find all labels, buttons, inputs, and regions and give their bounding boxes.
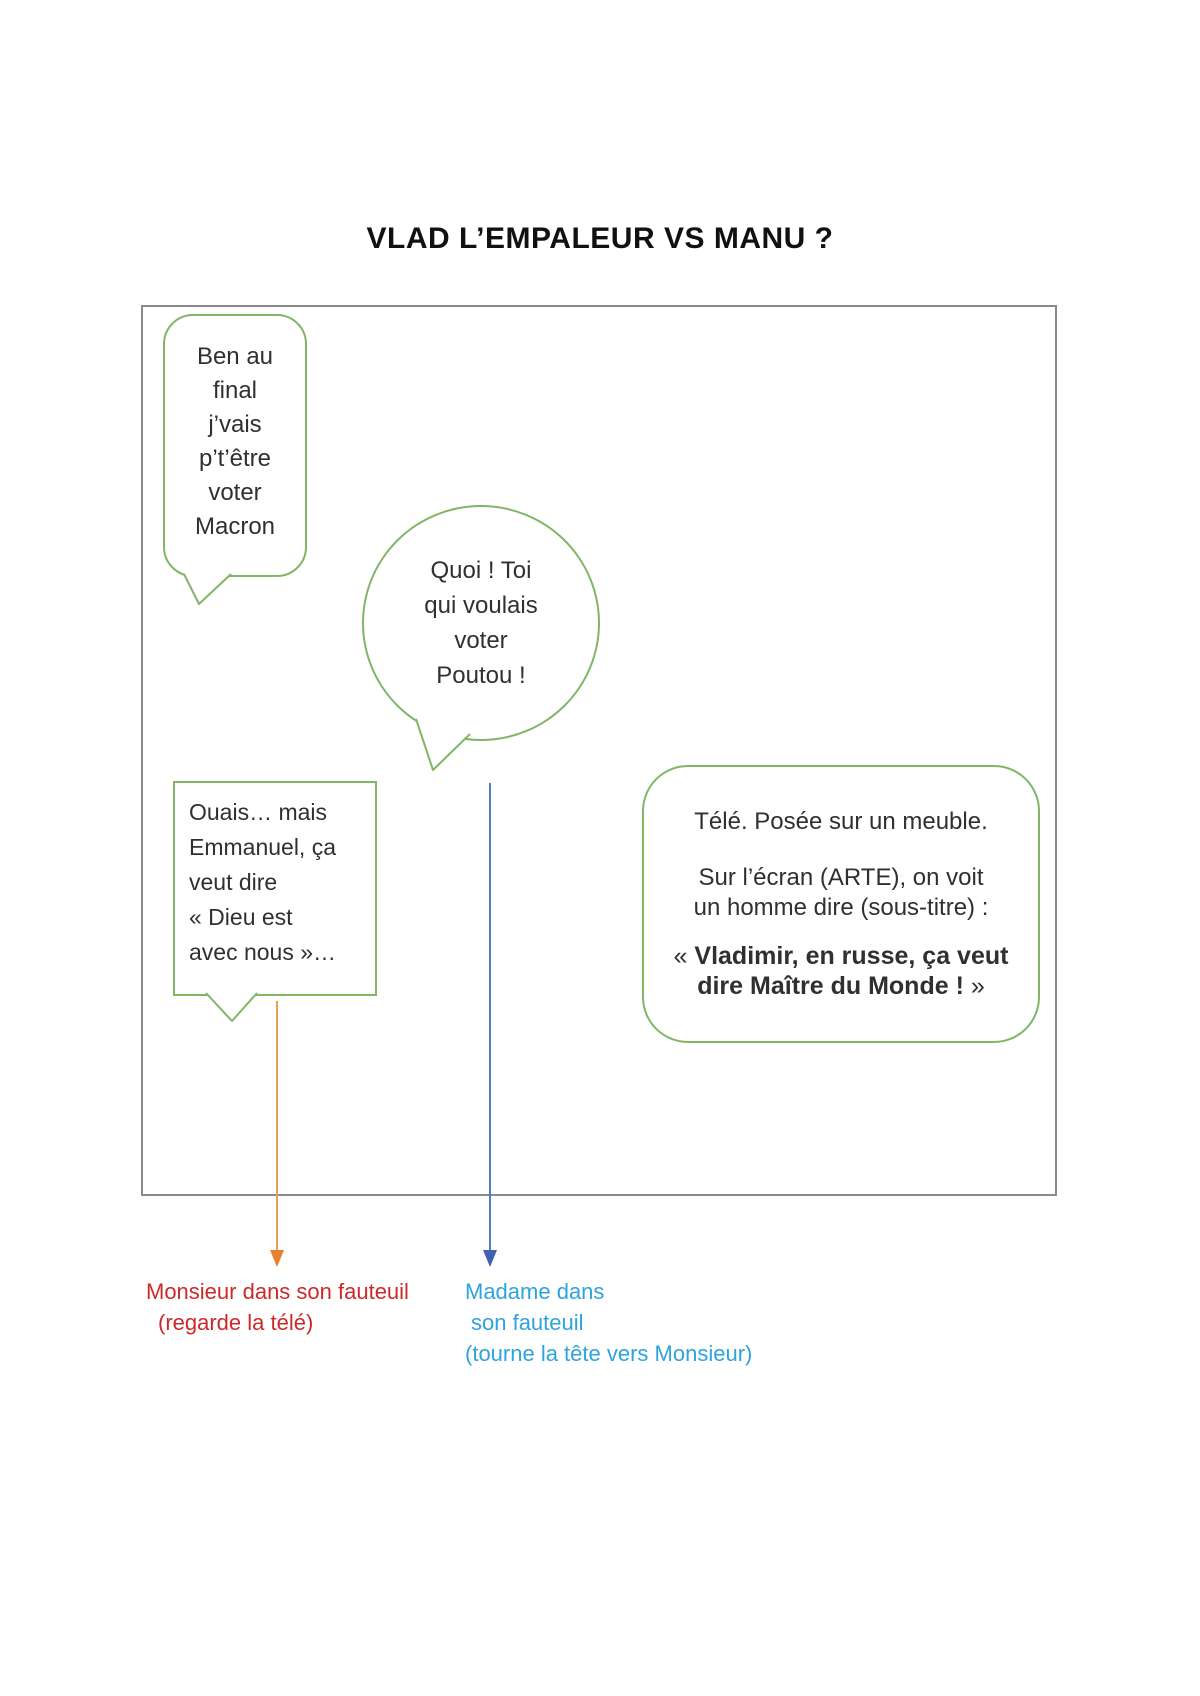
speech-line: Ben au (196, 343, 274, 370)
speech-line: « Dieu est (189, 904, 293, 930)
speech-line: qui voulais (424, 592, 538, 619)
speech-bubble-poutou (362, 505, 600, 741)
note-quote (660, 941, 1022, 1001)
arrow-madame-head (483, 1250, 497, 1267)
caption-line: Madame dans (465, 1279, 605, 1304)
quote-bold-line1: Vladimir, en russe, ça veut (694, 942, 1009, 970)
caption-line: (regarde la télé) (158, 1310, 314, 1335)
note-line-part: Sur l’écran (ARTE), on voit (698, 864, 984, 891)
speech-line: Emmanuel, ça (189, 834, 337, 860)
quote-close: » (963, 972, 985, 1000)
arrow-monsieur-head (270, 1250, 284, 1267)
note-bubble-tele (642, 765, 1040, 1043)
note-line: Télé. Posée sur un meuble. (694, 808, 988, 835)
page-title: VLAD L’EMPALEUR VS MANU ? (366, 222, 834, 255)
speech-line: voter (208, 479, 262, 506)
note-line (660, 863, 1022, 923)
speech-line: avec nous »… (189, 939, 337, 965)
speech-line: veut dire (189, 869, 278, 895)
speech-line: Poutou ! (436, 662, 526, 689)
speech-bubble-macron (163, 314, 307, 577)
caption-line: Monsieur dans son fauteuil (146, 1279, 409, 1304)
speech-line: p’t’être (198, 445, 272, 472)
caption-line: son fauteuil (471, 1310, 584, 1335)
caption-madame (465, 1276, 752, 1369)
speech-line: voter (454, 627, 508, 654)
caption-line: (tourne la tête vers Monsieur) (465, 1341, 753, 1366)
speech-line: final (212, 377, 258, 404)
speech-line: j’vais (208, 411, 262, 438)
speech-line: Macron (194, 513, 276, 540)
speech-line: Quoi ! Toi (430, 557, 532, 584)
note-line-part: un homme dire (sous-titre) : (693, 894, 989, 921)
speech-line: Ouais… mais (189, 799, 328, 825)
caption-monsieur (146, 1276, 409, 1338)
quote-bold-line2: dire Maître du Monde ! (697, 972, 964, 1000)
quote-open: « (673, 942, 695, 970)
speech-bubble-dieu (173, 781, 377, 996)
